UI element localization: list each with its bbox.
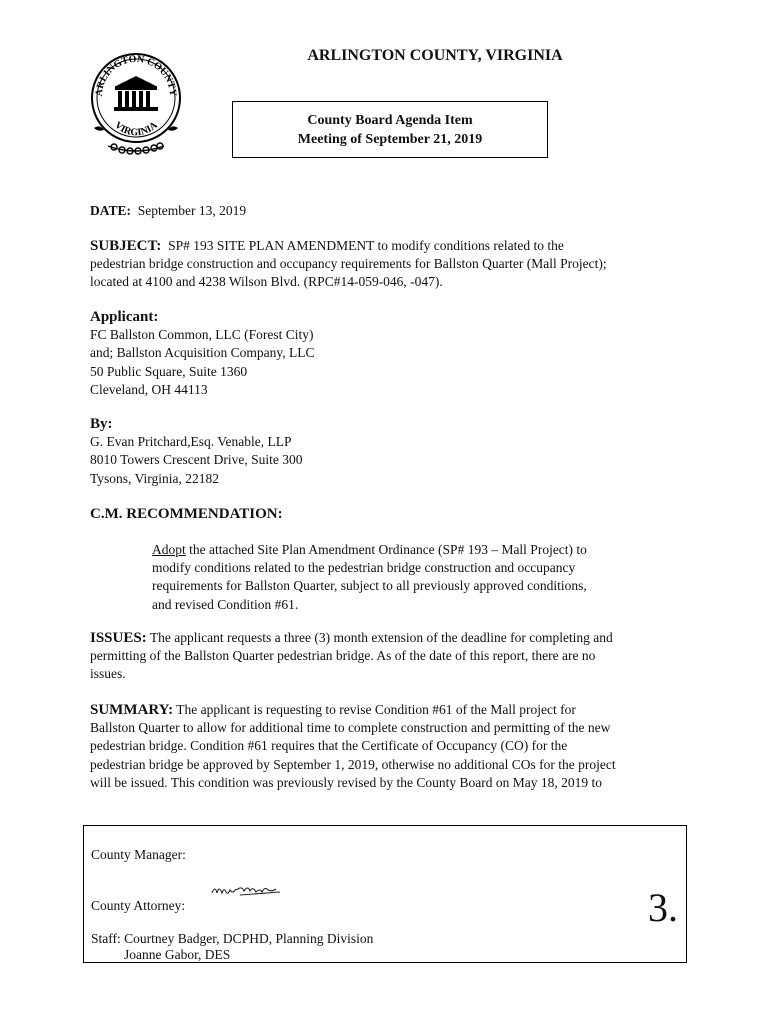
county-seal-logo [88,46,184,162]
date-label: DATE: [90,203,132,218]
applicant-label: Applicant: [90,309,159,325]
summary-label: SUMMARY: [90,702,174,718]
recommendation-line-2: modify conditions related to the pedestrian bridge construction and occupancy [152,560,576,576]
applicant-line: 50 Public Square, Suite 1360 [90,363,248,379]
issues-label: ISSUES: [90,630,147,646]
handwritten-signature [210,881,300,899]
by-line: G. Evan Pritchard,Esq. Venable, LLP [90,434,292,450]
by-line: 8010 Towers Crescent Drive, Suite 300 [90,452,303,468]
summary-line-4: pedestrian bridge be approved by September 1, 2019, otherwise no additional COs for the project [90,756,616,772]
recommendation-body [152,541,652,614]
county-manager-label: County Manager: [91,847,186,862]
applicant-section [90,308,690,399]
county-title: ARLINGTON COUNTY, VIRGINIA [307,47,563,64]
applicant-line: and; Ballston Acquisition Company, LLC [90,345,315,361]
recommendation-line-4: and revised Condition #61. [152,596,299,612]
summary-line-3: pedestrian bridge. Condition #61 requires that the Certificate of Occupancy (CO) for the [90,738,568,754]
issues-line-1: The applicant requests a three (3) month extension of the deadline for completing and [146,630,613,645]
svg-text:VIRGINIA: VIRGINIA [112,119,160,139]
issues-section [90,629,690,684]
recommendation-line-1: the attached Site Plan Amendment Ordinance (SP# 193 – Mall Project) to [185,542,587,557]
subject-section [90,237,690,292]
agenda-item-number: 3. [648,885,678,930]
agenda-item-label: County Board Agenda Item [307,112,473,128]
summary-line-2: Ballston Quarter to allow for additional time to complete construction and permitting of the new [90,720,611,736]
summary-section [90,701,690,792]
date-line [90,202,690,220]
summary-line-5: will be issued. This condition was previously revised by the County Board on May 18, 2019 to [90,774,602,790]
recommendation-heading: C.M. RECOMMENDATION: [90,506,283,522]
issues-line-2: permitting of the Ballston Quarter pedestrian bridge. As of the date of this report, there are no [90,648,596,664]
staff-line-2: Joanne Gabor, DES [124,947,231,962]
by-line: Tysons, Virginia, 22182 [90,470,220,486]
subject-line-3: located at 4100 and 4238 Wilson Blvd. (RPC#14-059-046, -047). [90,274,443,290]
county-attorney-label: County Attorney: [91,898,186,913]
by-label: By: [90,416,113,432]
signoff-box [83,825,687,963]
adopt-word: Adopt [152,542,186,557]
subject-line-2: pedestrian bridge construction and occupancy requirements for Ballston Quarter (Mall Project); [90,256,607,272]
agenda-item-box [232,101,548,158]
by-section [90,415,690,488]
subject-label: SUBJECT: [90,238,162,254]
svg-text:ARLINGTON COUNTY: ARLINGTON COUNTY [93,53,179,97]
staff-line-1: Staff: Courtney Badger, DCPHD, Planning Division [91,931,374,946]
date-value: September 13, 2019 [137,203,247,218]
recommendation-line-3: requirements for Ballston Quarter, subject to all previously approved conditions, [152,578,587,594]
applicant-line: FC Ballston Common, LLC (Forest City) [90,327,314,343]
subject-line-1: SP# 193 SITE PLAN AMENDMENT to modify conditions related to the [168,238,564,253]
summary-line-1: The applicant is requesting to revise Condition #61 of the Mall project for [173,702,576,717]
applicant-line: Cleveland, OH 44113 [90,381,208,397]
issues-line-3: issues. [90,666,126,682]
meeting-date: Meeting of September 21, 2019 [297,131,483,147]
